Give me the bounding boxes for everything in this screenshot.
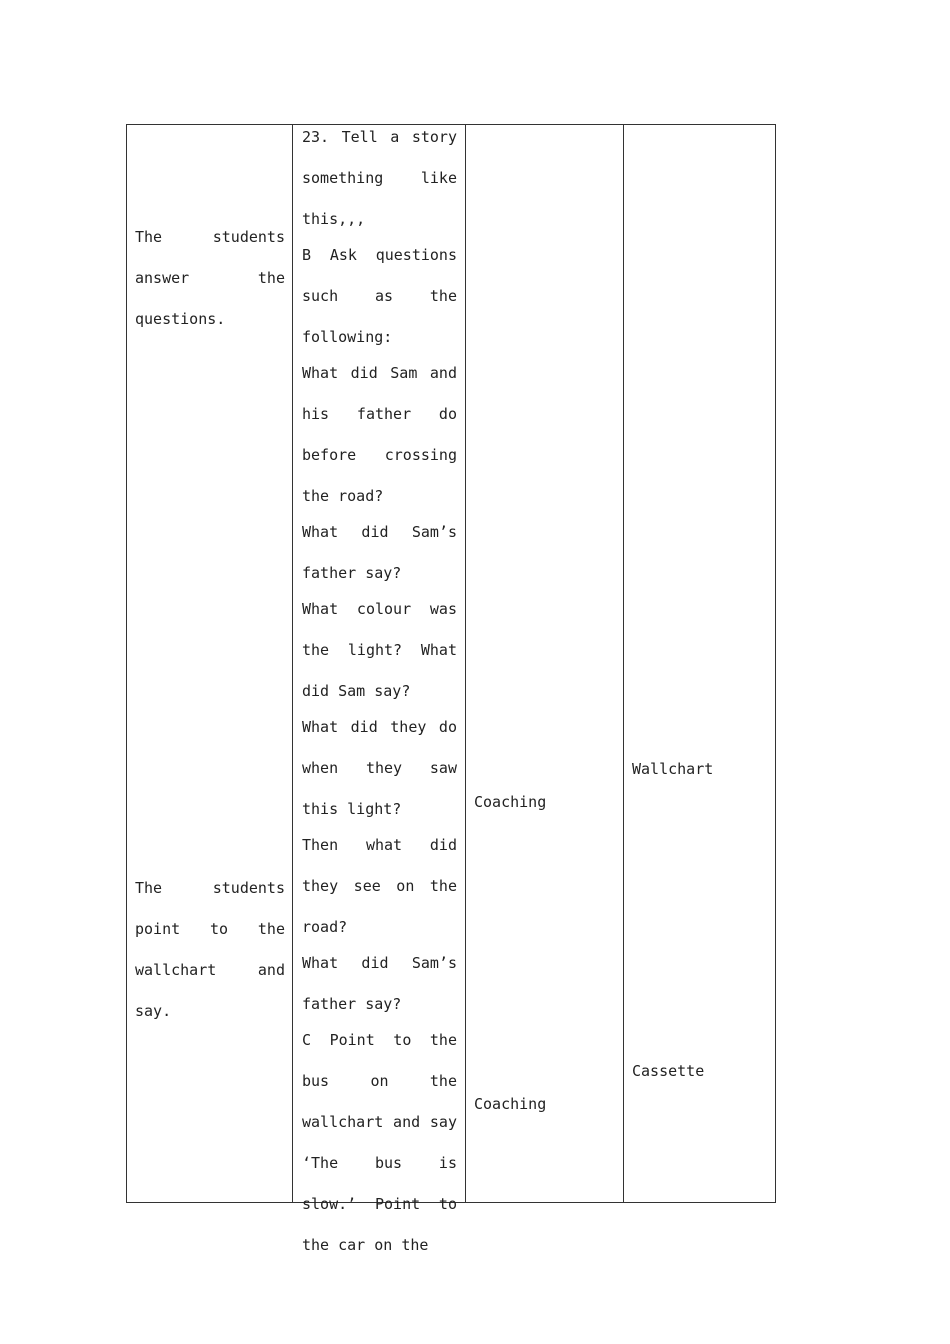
student-activity-answer: The students answer the questions. (135, 228, 285, 328)
aid-cassette: Cassette (632, 1062, 705, 1080)
paragraph-question: What colour was the light? What did Sam say? (302, 600, 457, 700)
paragraph-question: What did they do when they saw this light? (302, 718, 457, 818)
teacher-activities (302, 117, 457, 1266)
paragraph-ask-questions: B Ask questions such as the following: (302, 246, 457, 346)
paragraph-point-to-bus: C Point to the bus on the wallchart and say ‘The bus is slow.’ Point to the car on the (302, 1031, 457, 1254)
column-divider (465, 124, 466, 1203)
student-activity-point: The students point to the wallchart and say. (135, 879, 285, 1020)
paragraph-story: 23. Tell a story something like this,,, (302, 128, 457, 228)
column-divider (623, 124, 624, 1203)
column-divider (292, 124, 293, 1203)
method-coaching: Coaching (474, 1095, 547, 1113)
paragraph-question: What did Sam and his father do before crossing the road? (302, 364, 457, 505)
paragraph-question: What did Sam’s father say? (302, 954, 457, 1013)
paragraph-question: Then what did they see on the road? (302, 836, 457, 936)
aid-wallchart: Wallchart (632, 760, 714, 778)
paragraph-question: What did Sam’s father say? (302, 523, 457, 582)
method-coaching: Coaching (474, 793, 547, 811)
